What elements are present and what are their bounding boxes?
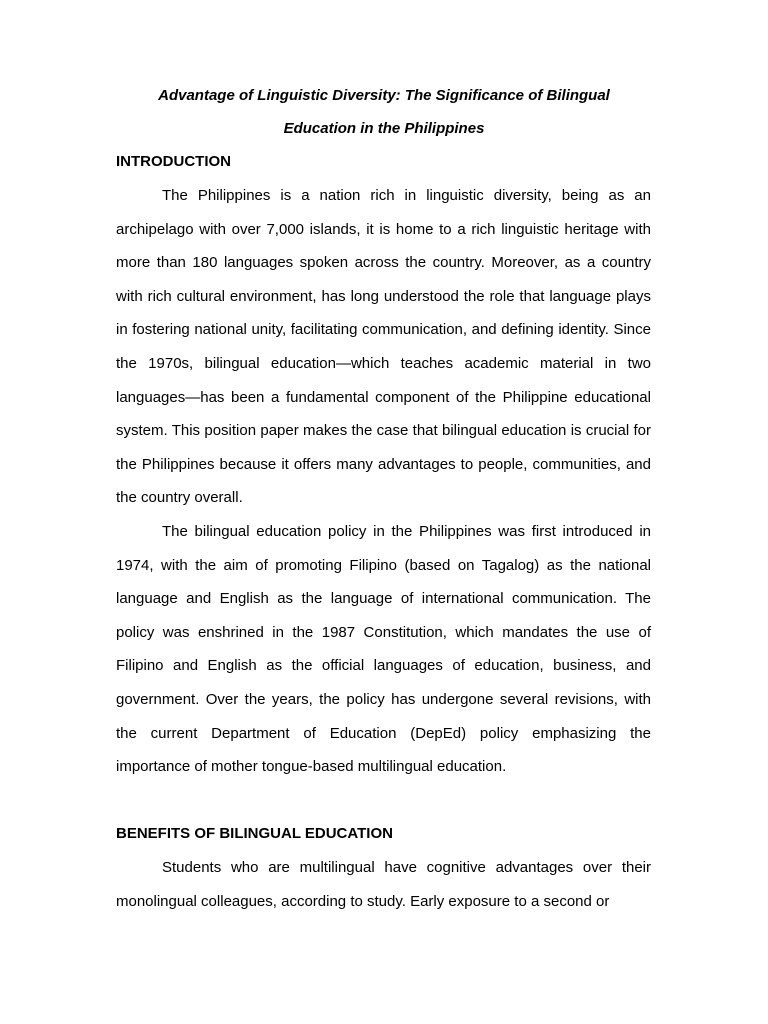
body-paragraph: The bilingual education policy in the Philippines was first introduced in 1974, with the aim of promoting Filipino (based on Tagalog) as the national language and English as the language of international communication. The policy was enshrined in the 1987 Constitution, which mandates the use of Filipino and English as the official languages of education, business, and government. Over the years, the policy has undergone several revisions, with the current Department of Education (DepEd) policy emphasizing the importance of mother tongue-based multilingual education. [116,523,651,776]
body-paragraph: Students who are multilingual have cognitive advantages over their monolingual colleagues, according to study. Early exposure to a second or [116,859,651,910]
section-heading-introduction: INTRODUCTION [116,153,231,170]
document-title-line-2: Education in the Philippines [283,120,485,137]
section-heading-benefits: BENEFITS OF BILINGUAL EDUCATION [116,825,393,842]
body-paragraph: The Philippines is a nation rich in linguistic diversity, being as an archipelago with over 7,000 islands, it is home to a rich linguistic heritage with more than 180 languages spoken across the country. Moreover, as a country with rich cultural environment, has long understood the role that language plays in fostering national unity, facilitating communication, and defining identity. Since the 1970s, bilingual education—which teaches academic material in two languages—has been a fundamental component of the Philippine educational system. This position paper makes the case that bilingual education is crucial for the Philippines because it offers many advantages to people, communities, and the country overall. [116,187,651,507]
document-title-line-1: Advantage of Linguistic Diversity: The Significance of Bilingual [158,87,610,104]
